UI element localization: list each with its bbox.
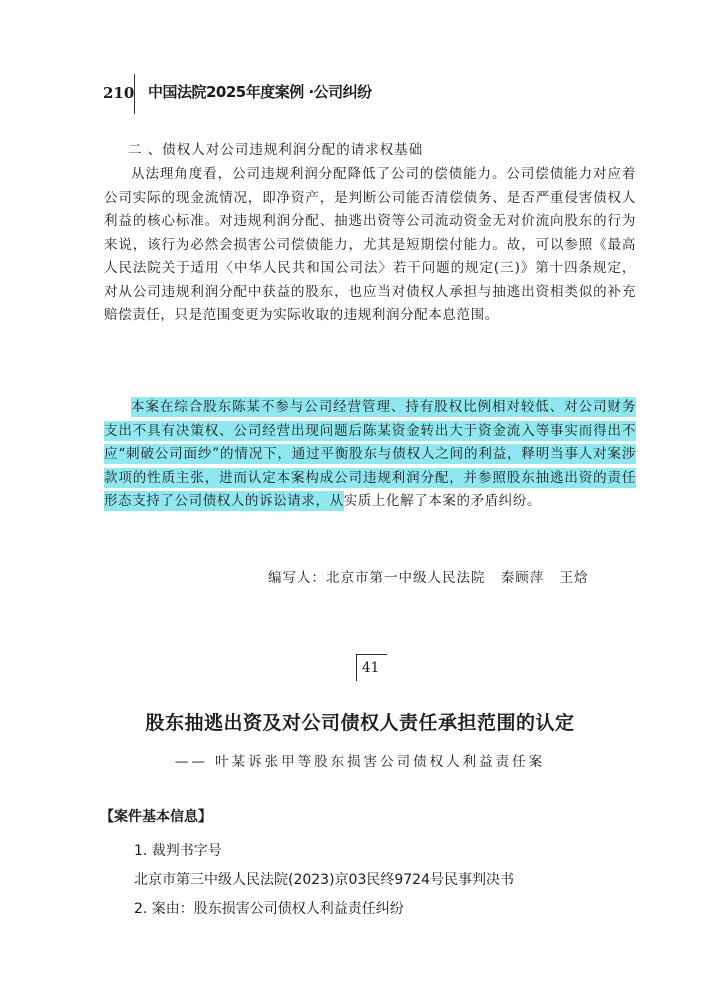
judgment-number-value: 北京市第三中级人民法院(2023)京03民终9724号民事判决书 [134,872,514,888]
editor-credit: 编写人：北京市第一中级人民法院 秦顾萍 王焓 [268,570,589,586]
running-header-title: 中国法院2025年度案例 ·公司纠纷 [148,83,372,101]
page-number: 210 [103,84,135,102]
paragraph-legal-basis [104,163,636,328]
case-subtitle: —— 叶某诉张甲等股东损害公司债权人利益责任案 [174,754,546,770]
highlighted-text: 本案在综合股东陈某不参与公司经营管理、持有股权比例相对较低、对公司财务支出不具有决策权、公司经营出现问题后陈某资金转出大于资金流入等事实而得出不应“刺破公司面纱”的情况下，通过平衡股东与债权人之间的利益，释明当事人对案涉款项的性质主张，进而认定本案构成公司违规利润分配，并参照股东抽逃出资的责任形态支持了公司债权人的诉讼请求，从 [104,399,636,509]
header-divider [134,74,135,114]
paragraph-text-rest: 实质上化解了本案的矛盾纠纷。 [343,493,542,509]
section-heading: 二 、债权人对公司违规利润分配的请求权基础 [128,142,424,158]
paragraph-case-commentary [104,396,636,514]
paragraph-text: 从法理角度看，公司违规利润分配降低了公司的偿债能力。公司偿债能力对应着公司实际的现金流情况，即净资产，是判断公司能否清偿债务、是否严重侵害债权人利益的核心标准。对违规利润分配、抽逃出资等公司流动资金无对价流向股东的行为来说，该行为必然会损害公司偿债能力，尤其是短期偿付能力。故，可以参照《最高人民法院关于适用〈中华人民共和国公司法〉若干问题的规定(三)》第十四条规定，对从公司违规利润分配中获益的股东，也应当对债权人承担与抽逃出资相类似的补充赔偿责任，只是范围变更为实际收取的违规利润分配本息范围。 [104,166,636,323]
judgment-number-label: 1. 裁判书字号 [134,843,222,859]
case-title: 股东抽逃出资及对公司债权人责任承担范围的认定 [145,712,575,734]
case-number: 41 [362,660,380,676]
case-info-heading: 【案件基本信息】 [100,809,212,825]
case-cause: 2. 案由：股东损害公司债权人利益责任纠纷 [134,901,404,917]
